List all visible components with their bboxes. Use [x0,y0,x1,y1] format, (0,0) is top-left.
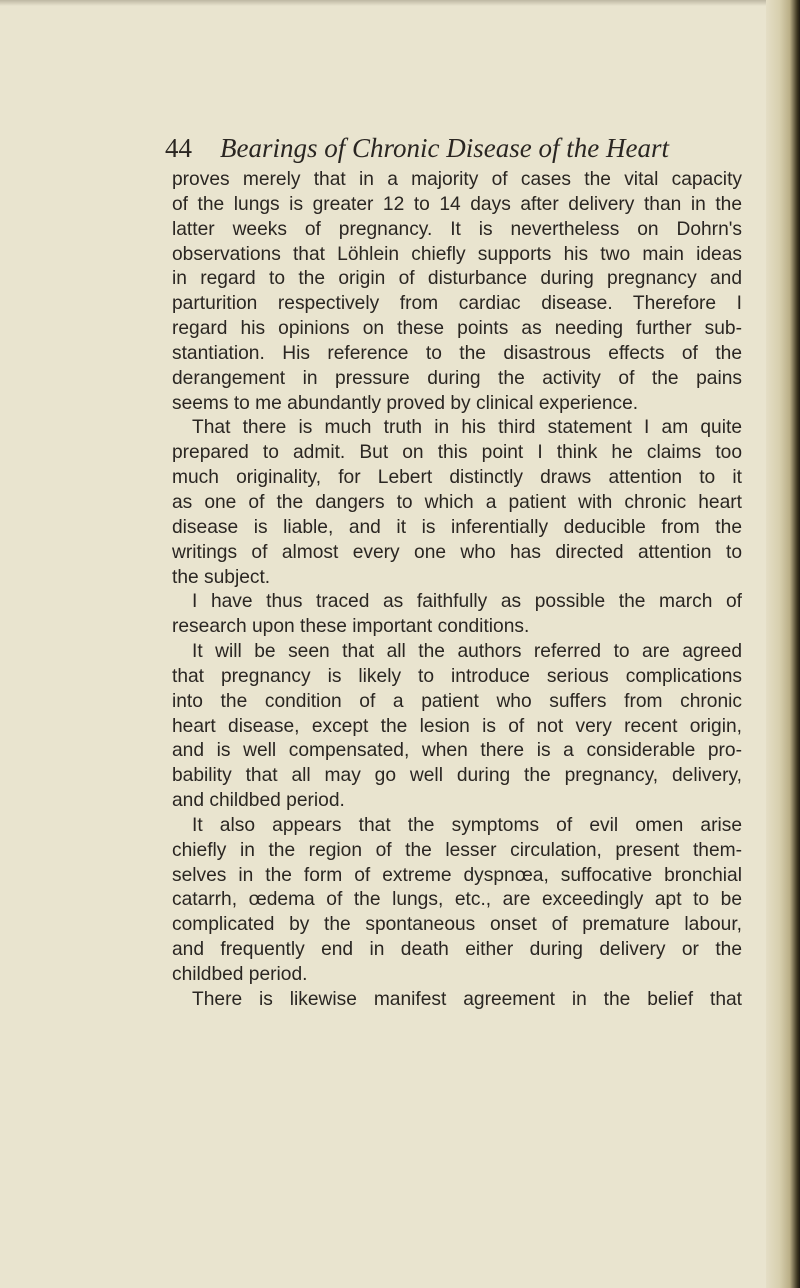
text-line: stantiation. His reference to the disastrous effects of the [172,342,742,364]
book-page-edge [766,0,800,1288]
text-line: research upon these important conditions. [172,616,530,638]
text-line: into the condition of a patient who suffers from chronic [172,690,742,712]
text-line: much originality, for Lebert distinctly draws attention to it [172,467,742,489]
text-line: heart disease, except the lesion is of not very recent origin, [172,715,742,737]
text-line: writings of almost every one who has directed attention to [172,541,742,563]
text-line: It also appears that the symptoms of evil omen arise [192,814,742,836]
page-top-shadow [0,0,800,6]
text-line: regard his opinions on these points as needing further sub- [172,318,742,340]
text-line: complicated by the spontaneous onset of premature labour, [172,914,742,936]
text-line: and is well compensated, when there is a considerable pro- [172,740,742,762]
text-line: observations that Löhlein chiefly supports his two main ideas [172,243,742,265]
text-line: of the lungs is greater 12 to 14 days after delivery than in the [172,193,742,215]
text-line: chiefly in the region of the lesser circulation, present them- [172,839,742,861]
text-line: There is likewise manifest agreement in the belief that [192,988,742,1010]
text-line: prepared to admit. But on this point I think he claims too [172,442,742,464]
text-line: That there is much truth in his third statement I am quite [192,417,742,439]
page-number: 44 [165,133,192,163]
text-line: and childbed period. [172,790,345,812]
text-line: seems to me abundantly proved by clinical experience. [172,392,639,414]
text-line: selves in the form of extreme dyspnœa, suffocative bronchial [172,864,742,886]
text-line: in regard to the origin of disturbance during pregnancy and [172,268,742,290]
text-line: as one of the dangers to which a patient with chronic heart [172,491,742,513]
text-line: and frequently end in death either during delivery or the [172,939,742,961]
text-line: I have thus traced as faithfully as possible the march of [192,591,742,613]
text-line: derangement in pressure during the activity of the pains [172,367,742,389]
text-line: disease is liable, and it is inferentially deducible from the [172,516,742,538]
body-text [172,168,742,1013]
running-title: Bearings of Chronic Disease of the Heart [220,133,669,163]
text-line: childbed period. [172,964,308,985]
text-line: proves merely that in a majority of cases the vital capacity [172,169,742,190]
text-line: bability that all may go well during the pregnancy, delivery, [172,765,742,787]
page-header [165,128,725,168]
text-line: the subject. [172,566,271,588]
text-line: latter weeks of pregnancy. It is nevertheless on Dohrn's [172,218,742,240]
text-line: catarrh, œdema of the lungs, etc., are exceedingly apt to be [172,889,742,911]
text-line: parturition respectively from cardiac disease. Therefore I [172,293,742,315]
text-line: It will be seen that all the authors referred to are agreed [192,641,742,663]
text-line: that pregnancy is likely to introduce serious complications [172,665,742,687]
